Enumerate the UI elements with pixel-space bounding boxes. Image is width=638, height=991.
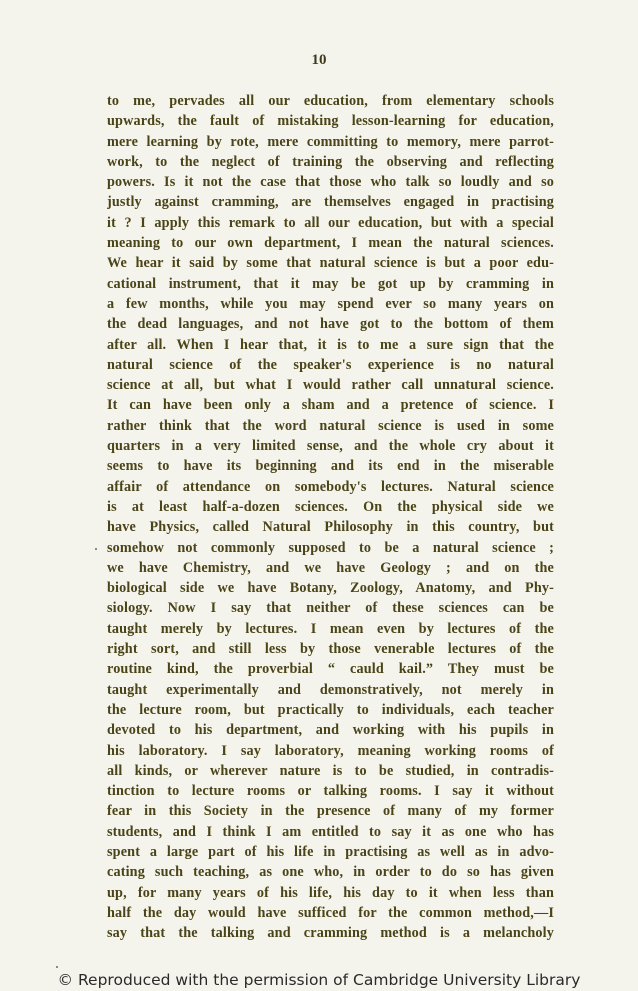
text-line: meaning to our own department, I mean the natural sciences. [107,235,554,252]
text-line: a few months, while you may spend ever so many years on [107,295,554,312]
body-text [107,91,554,943]
text-line: all kinds, or wherever nature is to be studied, in contradis- [107,762,554,779]
text-line: his laboratory. I say laboratory, meaning working rooms of [107,742,554,759]
text-line: fear in this Society in the presence of many of my former [107,803,554,820]
text-line: say that the talking and cramming method is a melancholy [107,925,554,942]
text-line: seems to have its beginning and its end in the miserable [107,458,554,475]
text-line: work, to the neglect of training the observing and reflecting [107,153,554,170]
text-line: it ? I apply this remark to all our education, but with a special [107,214,554,231]
text-line: after all. When I hear that, it is to me a sure sign that the [107,336,554,353]
text-line: devoted to his department, and working with his pupils in [107,722,554,739]
text-line: routine kind, the proverbial “ cauld kail.” They must be [107,661,554,678]
text-line: upwards, the fault of mistaking lesson-learning for education, [107,113,554,130]
text-line: somehow not commonly supposed to be a natural science ; [107,539,554,556]
page-number: 10 [311,52,327,68]
text-line: we have Chemistry, and we have Geology ; and on the [107,559,554,576]
text-line: taught experimentally and demonstratively, not merely in [107,681,554,698]
scan-speck [56,966,58,968]
text-line: cational instrument, that it may be got up by cramming in [107,275,554,292]
text-line: up, for many years of his life, his day to it when less than [107,884,554,901]
text-line: natural science of the speaker's experience is no natural [107,356,554,373]
text-line: siology. Now I say that neither of these sciences can be [107,600,554,617]
text-line: justly against cramming, are themselves engaged in practising [107,194,554,211]
copyright-footer: © Reproduced with the permission of Cambridge University Library [57,971,581,989]
text-line: students, and I think I am entitled to say it as one who has [107,823,554,840]
text-line: biological side we have Botany, Zoology, Anatomy, and Phy- [107,580,554,597]
text-line: quarters in a very limited sense, and the whole cry about it [107,438,554,455]
text-line: powers. Is it not the case that those who talk so loudly and so [107,174,554,191]
text-line: mere learning by rote, mere committing to memory, mere parrot- [107,133,554,150]
text-line: affair of attendance on somebody's lectures. Natural science [107,478,554,495]
text-line: rather think that the word natural science is used in some [107,417,554,434]
text-line: have Physics, called Natural Philosophy in this country, but [107,519,554,536]
text-line: right sort, and still less by those venerable lectures of the [107,641,554,658]
text-line: taught merely by lectures. I mean even by lectures of the [107,620,554,637]
text-line: It can have been only a sham and a pretence of science. I [107,397,554,414]
text-line: We hear it said by some that natural science is but a poor edu- [107,255,554,272]
text-line: spent a large part of his life in practising as well as in advo- [107,843,554,860]
text-line: half the day would have sufficed for the common method,—I [107,904,554,921]
text-line: cating such teaching, as one who, in order to do so has given [107,864,554,881]
text-line: science at all, but what I would rather call unnatural science. [107,377,554,394]
text-line: tinction to lecture rooms or talking rooms. I say it without [107,783,554,800]
scan-speck [95,548,97,550]
text-line: is at least half-a-dozen sciences. On the physical side we [107,498,554,515]
text-line: the lecture room, but practically to individuals, each teacher [107,701,554,718]
text-line: to me, pervades all our education, from elementary schools [107,93,554,109]
text-line: the dead languages, and not have got to the bottom of them [107,316,554,333]
